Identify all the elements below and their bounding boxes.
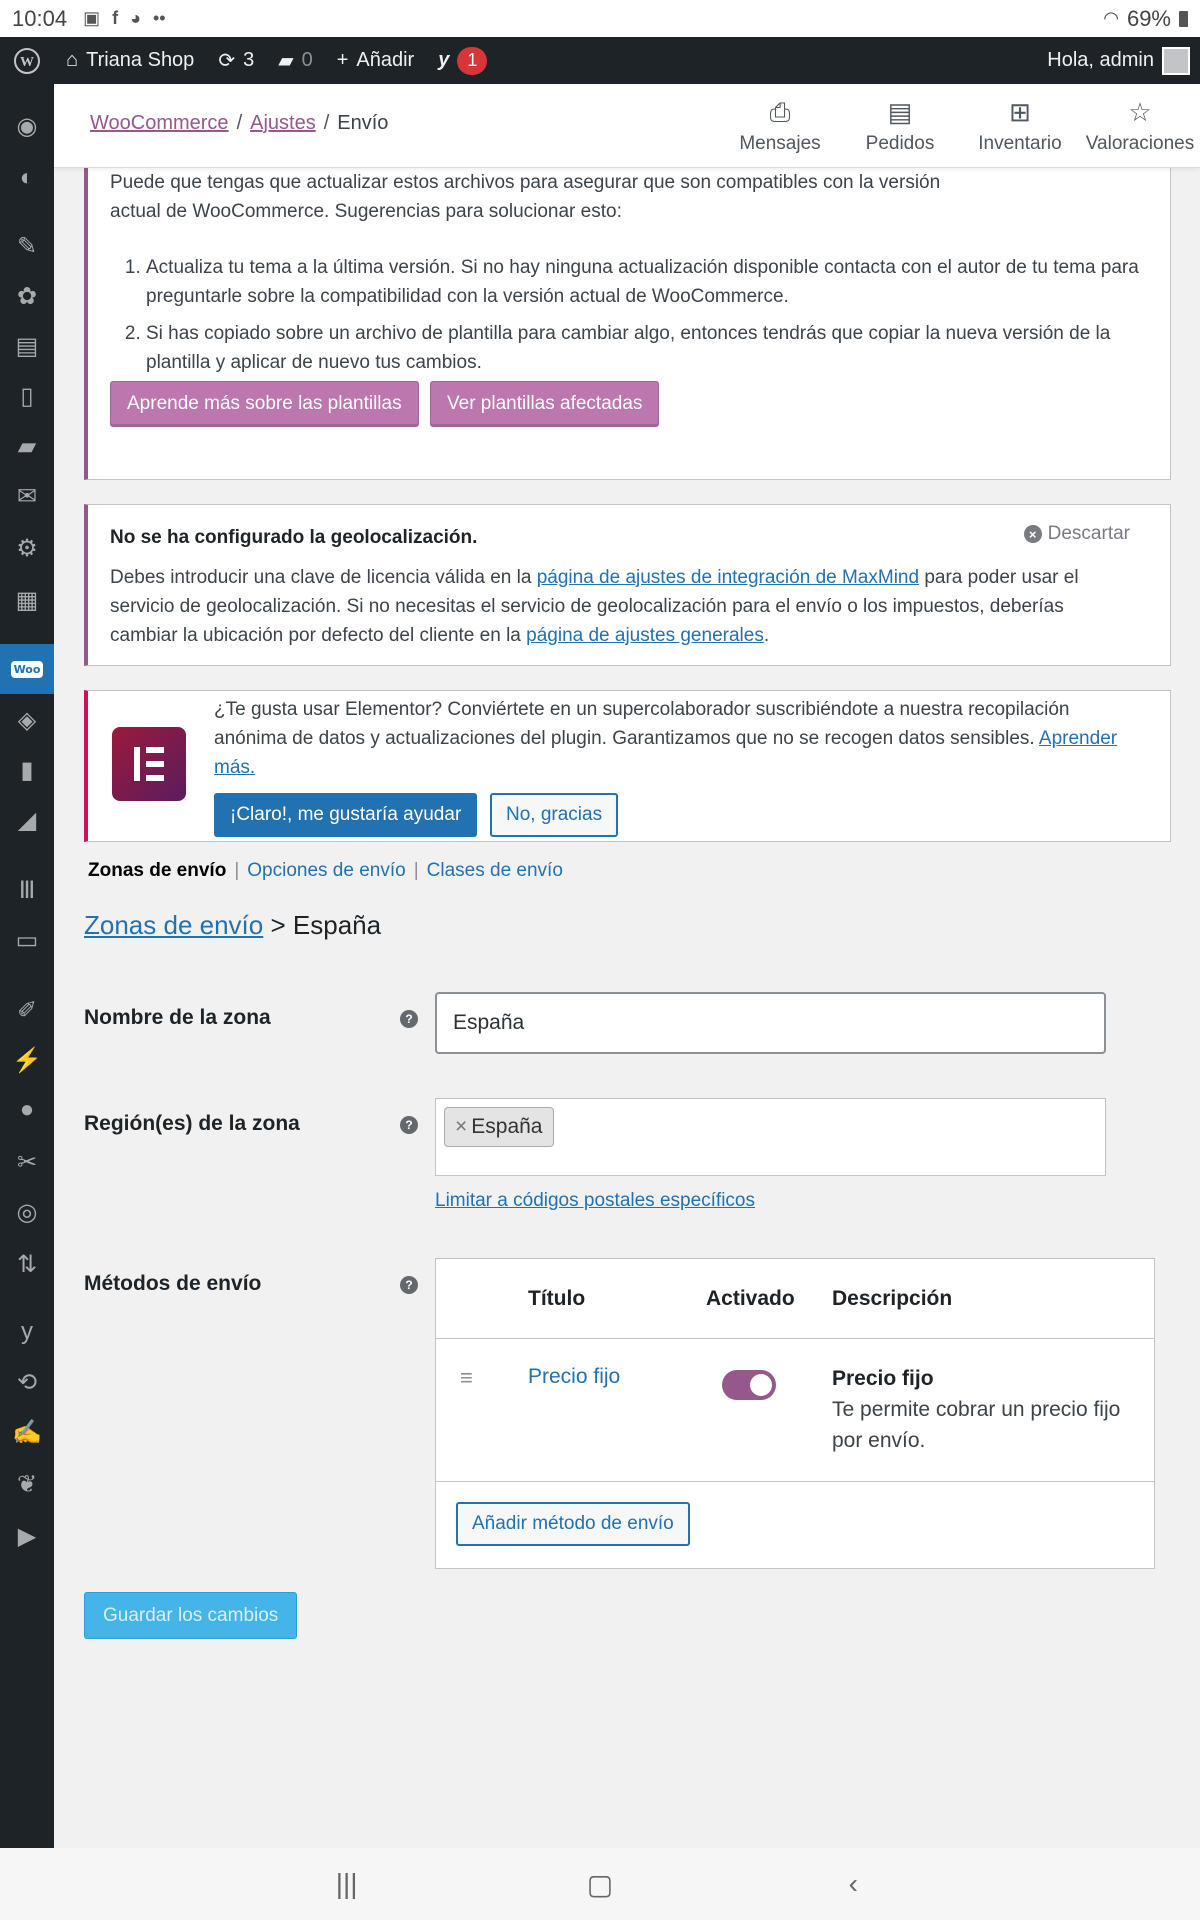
elementor-text: ¿Te gusta usar Elementor? Conviértete en un supercolaborador suscribiéndote a nuestra recopilación anónima de datos y actualizaciones del plugin. Garantizamos que no se recogen datos sensibles. [214,699,1070,749]
refresh-icon[interactable]: ◎ [16,1198,38,1226]
home-icon: ⌂ [66,49,79,71]
notice-geolocation [84,504,1171,666]
products-icon[interactable]: ◈ [17,706,37,734]
elementor-learn-more-link[interactable]: Aprender más. [214,728,1118,778]
help-icon[interactable]: ? [400,1116,418,1134]
dismiss-label: Descartar [1047,523,1130,544]
shipping-subnav: Zonas de envío | Opciones de envío | Clases de envío [88,860,563,881]
table-header [436,1259,1154,1339]
shipping-methods-table [435,1258,1155,1569]
tools-icon[interactable]: ✂ [16,1148,38,1176]
users-group-icon[interactable]: ✿ [16,282,38,310]
region-chip-label: España [471,1115,543,1138]
main-content [54,168,1200,1848]
gallery-icon[interactable]: ▦ [15,586,39,614]
notice-geo-text-3: . [763,625,770,646]
inventory-icon: ⊞ [1009,97,1031,127]
title-separator: > [270,910,286,940]
dismiss-icon: × [1024,525,1042,543]
activity-orders[interactable] [840,84,960,168]
howdy-text: Hola, admin [1047,49,1154,71]
notice-geo-title: No se ha configurado la geolocalización. [110,527,478,548]
limit-postcodes-link[interactable]: Limitar a códigos postales específicos [435,1190,755,1211]
maxmind-settings-link[interactable]: página de ajustes de integración de MaxMind [536,567,920,588]
method-desc-text: Te permite cobrar un precio fijo por envío. [832,1398,1121,1452]
import-icon[interactable]: ⇅ [16,1250,38,1278]
updates-count: 3 [243,49,255,71]
leaf-icon[interactable]: ❦ [16,1470,38,1498]
status-time: 10:04 [12,5,68,31]
android-nav-bar [0,1848,1200,1920]
activity-messages-label: Mensajes [739,133,821,154]
drag-handle-icon[interactable]: ≡ [460,1365,473,1390]
activity-panel [720,84,1200,168]
messenger-icon: ◕ [130,8,141,28]
play-icon[interactable]: ▶ [17,1522,37,1550]
orders-icon: ▤ [887,97,913,127]
method-enabled-toggle[interactable] [722,1370,776,1400]
wifi-icon: ◠ [1103,8,1119,28]
col-description: Descripción [832,1287,953,1310]
back-icon[interactable]: ‹ [848,1868,858,1899]
zone-name-input[interactable] [435,992,1106,1054]
breadcrumb-settings[interactable]: Ajustes [250,112,316,134]
activity-orders-label: Pedidos [865,133,935,154]
add-new-link[interactable] [325,37,427,84]
edit-icon[interactable]: ✍ [12,1418,42,1446]
settings-icon[interactable]: ⚙ [16,534,38,562]
notice-geo-dismiss[interactable] [1024,523,1130,545]
site-name: Triana Shop [86,49,195,71]
method-title-link[interactable]: Precio fijo [528,1365,621,1388]
notice-geo-text [110,563,1130,650]
save-changes-button[interactable]: Guardar los cambios [84,1592,297,1639]
updates-icon: ⟳ [218,50,236,72]
method-description [832,1363,1132,1456]
notice-templates-text [110,168,980,226]
avatar [1162,47,1190,75]
page-title [84,910,381,941]
battery-level: 69% [1126,5,1171,31]
site-name-link[interactable] [54,37,206,84]
recent-apps-icon[interactable]: ||| [335,1868,358,1899]
zone-regions-select[interactable] [435,1098,1106,1176]
yoast-icon: y [438,49,450,71]
plugins-icon[interactable]: ⚡ [12,1046,42,1074]
region-chip [444,1107,554,1147]
help-icon[interactable]: ? [400,1276,418,1294]
mail-icon[interactable]: ✉ [16,482,38,510]
woocommerce-header [54,84,1200,168]
zones-back-link[interactable]: Zonas de envío [84,910,264,940]
notice-geo-text-2: para poder usar el servicio de geolocalización. Si no necesitas el servicio de geolocalización para el envío o los impuestos, deberías cambiar la ubicación por defecto del cliente en la [110,567,1079,646]
notice-elementor-text [214,695,1134,782]
notice-elementor [84,690,1171,842]
zone-regions-label: Región(es) de la zona [84,1112,300,1135]
status-bar [0,0,1200,37]
activity-reviews[interactable] [1080,84,1200,168]
dashboard-icon[interactable]: ◉ [16,112,38,140]
comments-count: 0 [301,49,313,71]
folder-icon[interactable]: ▭ [15,926,39,954]
general-settings-link[interactable]: página de ajustes generales [526,625,764,646]
breadcrumb: WooCommerce / Ajustes / Envío [90,112,389,134]
comments-icon[interactable]: ▰ [17,432,37,460]
jetpack-icon[interactable]: ◐ [19,164,35,191]
elementor-yes-button[interactable]: ¡Claro!, me gustaría ayudar [214,793,477,837]
more-dots-icon: •• [152,8,166,28]
activity-inventory-label: Inventario [978,133,1062,154]
marketing-icon[interactable]: ◢ [17,806,37,834]
list-item: 2. Si has copiado sobre un archivo de plantilla para cambiar algo, entonces tendrás que copiar la nueva versión de la plantilla y aplicar de nuevo tus cambios. [146,319,1146,377]
toggle-knob [750,1374,772,1396]
yoast-badge: 1 [457,47,487,75]
method-desc-title: Precio fijo [832,1367,934,1390]
zone-name-value: España [453,1011,525,1034]
notice-templates-list [146,253,1146,377]
view-templates-button[interactable]: Ver plantillas afectadas [430,381,659,427]
star-icon: ☆ [1128,97,1152,127]
comment-icon: ▰ [278,50,294,72]
home-button-icon[interactable]: ▢ [586,1868,614,1900]
elementor-icon[interactable]: Ⅲ [18,876,36,904]
zone-name-label: Nombre de la zona [84,1006,271,1029]
facebook-icon: f [112,8,119,28]
admin-bar [0,37,1200,84]
woocommerce-icon[interactable] [0,644,54,694]
table-row [436,1339,1154,1482]
pin-icon[interactable]: ✎ [16,232,38,260]
add-shipping-method-button[interactable]: Añadir método de envío [456,1502,690,1546]
subnav-classes[interactable]: Clases de envío [426,860,563,881]
list-item: 1. Actualiza tu tema a la última versión. Si no hay ninguna actualización disponible contacta con el autor de tu tema para preguntarle sobre la compatibilidad con la versión actual de WooCommerce. [146,253,1146,311]
admin-sidebar [0,84,54,1848]
activity-messages[interactable] [720,84,840,168]
media-icon[interactable]: ▤ [15,332,39,360]
svg-text:W: W [20,54,34,70]
wordpress-logo-icon[interactable] [0,37,54,84]
user-icon[interactable]: ● [19,1096,35,1123]
notice-geo-text-1: Debes introducir una clave de licencia válida en la [110,567,537,588]
help-icon[interactable]: ? [400,1010,418,1028]
elementor-no-button[interactable]: No, gracias [490,793,618,837]
breadcrumb-current: Envío [337,112,389,134]
col-title: Título [528,1287,586,1310]
notice-outdated-templates [84,168,1171,480]
subnav-zones[interactable]: Zonas de envío [88,860,227,881]
add-new-label: Añadir [356,49,415,71]
notice-templates-body: Puede que tengas que actualizar estos archivos para asegurar que son compatibles con la versión actual de WooCommerce. Sugerencias para solucionar esto: [110,172,941,222]
activity-reviews-label: Valoraciones [1085,133,1195,154]
activity-inventory[interactable] [960,84,1080,168]
col-enabled: Activado [706,1287,795,1310]
learn-templates-button[interactable]: Aprende más sobre las plantillas [110,381,419,427]
remove-chip-icon[interactable]: × [455,1115,468,1138]
pages-icon[interactable]: ▯ [20,382,34,410]
appearance-icon[interactable]: ✐ [16,996,38,1024]
analytics-icon[interactable]: ▮ [20,756,34,784]
inbox-icon: ⎙ [769,97,791,127]
yoast-link[interactable] [426,37,499,84]
table-footer [436,1482,1154,1570]
breadcrumb-woocommerce[interactable]: WooCommerce [90,112,229,134]
sync-icon[interactable]: ⟲ [16,1368,38,1396]
shipping-methods-label: Métodos de envío [84,1272,262,1295]
battery-icon [1179,11,1188,27]
account-menu[interactable] [1035,37,1200,84]
updates-link[interactable] [206,37,266,84]
status-notification-icons [83,8,166,29]
subnav-options[interactable]: Opciones de envío [247,860,406,881]
woo-menu-label: Woo [11,661,44,678]
image-icon: ▣ [83,8,101,28]
elementor-logo-icon [112,727,186,801]
yoast-icon[interactable]: y [21,1318,33,1345]
zone-name-title: España [292,910,382,940]
comments-link[interactable] [266,37,325,84]
plus-icon: + [336,49,349,71]
